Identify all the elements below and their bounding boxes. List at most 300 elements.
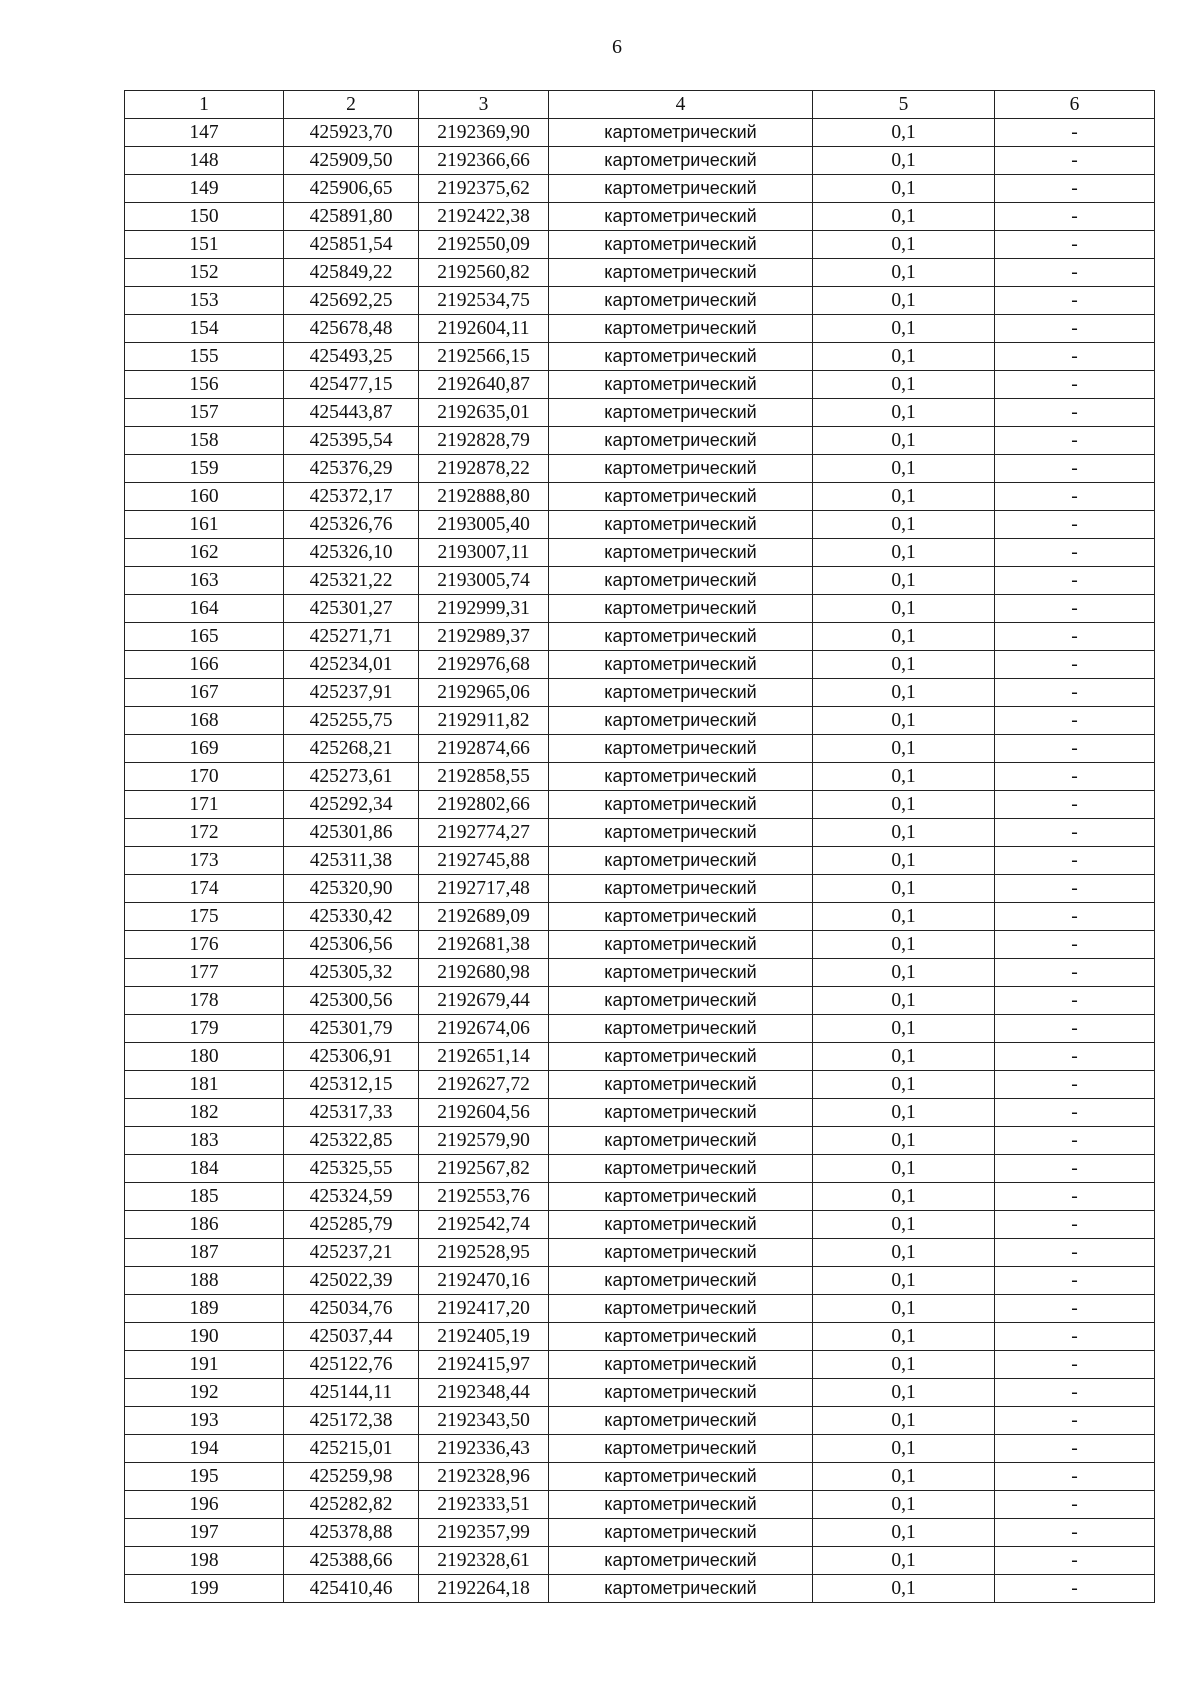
cell-note: - [995,455,1155,483]
table-row [125,1519,1155,1547]
cell-accuracy: 0,1 [813,987,995,1015]
cell-note: - [995,1239,1155,1267]
cell-note: - [995,287,1155,315]
cell-point-number: 174 [125,875,284,903]
table-row [125,1491,1155,1519]
cell-x-coordinate: 425372,17 [284,483,419,511]
cell-x-coordinate: 425477,15 [284,371,419,399]
cell-note: - [995,1155,1155,1183]
table-row [125,1379,1155,1407]
table-row [125,595,1155,623]
cell-accuracy: 0,1 [813,847,995,875]
cell-x-coordinate: 425234,01 [284,651,419,679]
cell-y-coordinate: 2192553,76 [419,1183,549,1211]
cell-x-coordinate: 425923,70 [284,119,419,147]
cell-method: картометрический [549,567,813,595]
cell-accuracy: 0,1 [813,1351,995,1379]
cell-x-coordinate: 425325,55 [284,1155,419,1183]
cell-x-coordinate: 425259,98 [284,1463,419,1491]
cell-accuracy: 0,1 [813,147,995,175]
cell-x-coordinate: 425273,61 [284,763,419,791]
cell-x-coordinate: 425906,65 [284,175,419,203]
cell-note: - [995,1463,1155,1491]
cell-x-coordinate: 425395,54 [284,427,419,455]
cell-accuracy: 0,1 [813,483,995,511]
table-row [125,1407,1155,1435]
cell-x-coordinate: 425851,54 [284,231,419,259]
cell-method: картометрический [549,959,813,987]
cell-accuracy: 0,1 [813,651,995,679]
cell-note: - [995,1043,1155,1071]
cell-note: - [995,791,1155,819]
table-row [125,791,1155,819]
table-row [125,539,1155,567]
cell-point-number: 166 [125,651,284,679]
cell-accuracy: 0,1 [813,539,995,567]
cell-y-coordinate: 2192357,99 [419,1519,549,1547]
cell-note: - [995,1547,1155,1575]
cell-y-coordinate: 2192264,18 [419,1575,549,1603]
table-row [125,1239,1155,1267]
cell-method: картометрический [549,1519,813,1547]
cell-method: картометрический [549,679,813,707]
cell-x-coordinate: 425320,90 [284,875,419,903]
cell-point-number: 176 [125,931,284,959]
cell-y-coordinate: 2192375,62 [419,175,549,203]
cell-x-coordinate: 425322,85 [284,1127,419,1155]
cell-x-coordinate: 425692,25 [284,287,419,315]
cell-x-coordinate: 425678,48 [284,315,419,343]
cell-method: картометрический [549,287,813,315]
cell-note: - [995,343,1155,371]
cell-y-coordinate: 2193007,11 [419,539,549,567]
cell-accuracy: 0,1 [813,1183,995,1211]
cell-y-coordinate: 2192858,55 [419,763,549,791]
cell-x-coordinate: 425172,38 [284,1407,419,1435]
cell-note: - [995,1295,1155,1323]
table-row [125,1351,1155,1379]
cell-x-coordinate: 425301,86 [284,819,419,847]
cell-x-coordinate: 425376,29 [284,455,419,483]
cell-note: - [995,735,1155,763]
cell-note: - [995,763,1155,791]
cell-accuracy: 0,1 [813,203,995,231]
cell-y-coordinate: 2192405,19 [419,1323,549,1351]
cell-point-number: 170 [125,763,284,791]
cell-x-coordinate: 425378,88 [284,1519,419,1547]
cell-note: - [995,1183,1155,1211]
cell-method: картометрический [549,931,813,959]
table-row [125,1435,1155,1463]
cell-point-number: 195 [125,1463,284,1491]
cell-method: картометрический [549,259,813,287]
table-row [125,511,1155,539]
cell-note: - [995,959,1155,987]
cell-method: картометрический [549,231,813,259]
cell-method: картометрический [549,511,813,539]
cell-accuracy: 0,1 [813,231,995,259]
cell-note: - [995,1323,1155,1351]
cell-accuracy: 0,1 [813,1127,995,1155]
cell-y-coordinate: 2192911,82 [419,707,549,735]
cell-y-coordinate: 2192802,66 [419,791,549,819]
cell-accuracy: 0,1 [813,1547,995,1575]
cell-x-coordinate: 425215,01 [284,1435,419,1463]
cell-note: - [995,623,1155,651]
cell-y-coordinate: 2192542,74 [419,1211,549,1239]
cell-accuracy: 0,1 [813,1575,995,1603]
cell-accuracy: 0,1 [813,763,995,791]
cell-point-number: 154 [125,315,284,343]
cell-method: картометрический [549,623,813,651]
cell-point-number: 177 [125,959,284,987]
table-row [125,1099,1155,1127]
cell-y-coordinate: 2192567,82 [419,1155,549,1183]
cell-y-coordinate: 2192343,50 [419,1407,549,1435]
cell-x-coordinate: 425317,33 [284,1099,419,1127]
column-header-1: 1 [125,91,284,119]
cell-accuracy: 0,1 [813,567,995,595]
cell-x-coordinate: 425271,71 [284,623,419,651]
cell-accuracy: 0,1 [813,903,995,931]
cell-accuracy: 0,1 [813,791,995,819]
cell-y-coordinate: 2192828,79 [419,427,549,455]
cell-point-number: 151 [125,231,284,259]
cell-point-number: 185 [125,1183,284,1211]
cell-method: картометрический [549,427,813,455]
cell-accuracy: 0,1 [813,455,995,483]
cell-accuracy: 0,1 [813,343,995,371]
cell-point-number: 150 [125,203,284,231]
cell-x-coordinate: 425410,46 [284,1575,419,1603]
cell-y-coordinate: 2192745,88 [419,847,549,875]
cell-method: картометрический [549,875,813,903]
cell-point-number: 163 [125,567,284,595]
cell-y-coordinate: 2192336,43 [419,1435,549,1463]
cell-note: - [995,1015,1155,1043]
cell-point-number: 147 [125,119,284,147]
column-header-2: 2 [284,91,419,119]
cell-method: картометрический [549,1127,813,1155]
cell-method: картометрический [549,819,813,847]
cell-note: - [995,651,1155,679]
cell-accuracy: 0,1 [813,259,995,287]
cell-method: картометрический [549,1323,813,1351]
cell-accuracy: 0,1 [813,1491,995,1519]
cell-method: картометрический [549,455,813,483]
cell-x-coordinate: 425311,38 [284,847,419,875]
cell-accuracy: 0,1 [813,119,995,147]
cell-note: - [995,595,1155,623]
cell-method: картометрический [549,203,813,231]
column-header-6: 6 [995,91,1155,119]
table-row [125,1295,1155,1323]
cell-note: - [995,1407,1155,1435]
cell-point-number: 187 [125,1239,284,1267]
cell-y-coordinate: 2192328,61 [419,1547,549,1575]
cell-accuracy: 0,1 [813,1379,995,1407]
cell-x-coordinate: 425122,76 [284,1351,419,1379]
cell-x-coordinate: 425301,79 [284,1015,419,1043]
cell-y-coordinate: 2192415,97 [419,1351,549,1379]
cell-method: картометрический [549,1155,813,1183]
cell-accuracy: 0,1 [813,1211,995,1239]
cell-note: - [995,259,1155,287]
cell-method: картометрический [549,1407,813,1435]
cell-note: - [995,679,1155,707]
cell-note: - [995,567,1155,595]
cell-note: - [995,175,1155,203]
cell-accuracy: 0,1 [813,371,995,399]
cell-method: картометрический [549,595,813,623]
cell-y-coordinate: 2192878,22 [419,455,549,483]
cell-x-coordinate: 425292,34 [284,791,419,819]
cell-y-coordinate: 2192674,06 [419,1015,549,1043]
cell-method: картометрический [549,315,813,343]
cell-accuracy: 0,1 [813,1099,995,1127]
cell-y-coordinate: 2192651,14 [419,1043,549,1071]
cell-point-number: 183 [125,1127,284,1155]
cell-note: - [995,1351,1155,1379]
cell-x-coordinate: 425285,79 [284,1211,419,1239]
cell-method: картометрический [549,1379,813,1407]
cell-x-coordinate: 425388,66 [284,1547,419,1575]
cell-point-number: 156 [125,371,284,399]
cell-point-number: 149 [125,175,284,203]
table-row [125,735,1155,763]
cell-note: - [995,315,1155,343]
cell-note: - [995,1127,1155,1155]
cell-point-number: 188 [125,1267,284,1295]
cell-note: - [995,1379,1155,1407]
cell-point-number: 173 [125,847,284,875]
cell-y-coordinate: 2192774,27 [419,819,549,847]
cell-note: - [995,231,1155,259]
cell-note: - [995,987,1155,1015]
cell-x-coordinate: 425326,10 [284,539,419,567]
cell-y-coordinate: 2192528,95 [419,1239,549,1267]
cell-method: картометрический [549,147,813,175]
cell-point-number: 160 [125,483,284,511]
cell-x-coordinate: 425891,80 [284,203,419,231]
cell-point-number: 194 [125,1435,284,1463]
cell-note: - [995,819,1155,847]
cell-x-coordinate: 425330,42 [284,903,419,931]
cell-method: картометрический [549,483,813,511]
cell-point-number: 181 [125,1071,284,1099]
cell-point-number: 182 [125,1099,284,1127]
cell-accuracy: 0,1 [813,1295,995,1323]
cell-accuracy: 0,1 [813,819,995,847]
cell-method: картометрический [549,735,813,763]
cell-note: - [995,875,1155,903]
cell-x-coordinate: 425849,22 [284,259,419,287]
cell-accuracy: 0,1 [813,875,995,903]
cell-y-coordinate: 2192470,16 [419,1267,549,1295]
cell-note: - [995,399,1155,427]
cell-x-coordinate: 425282,82 [284,1491,419,1519]
cell-y-coordinate: 2192999,31 [419,595,549,623]
cell-y-coordinate: 2192604,11 [419,315,549,343]
cell-note: - [995,707,1155,735]
table-row [125,147,1155,175]
cell-point-number: 161 [125,511,284,539]
cell-point-number: 171 [125,791,284,819]
cell-x-coordinate: 425909,50 [284,147,419,175]
table-row [125,1211,1155,1239]
cell-accuracy: 0,1 [813,399,995,427]
cell-y-coordinate: 2192560,82 [419,259,549,287]
cell-y-coordinate: 2192888,80 [419,483,549,511]
cell-x-coordinate: 425237,91 [284,679,419,707]
cell-x-coordinate: 425312,15 [284,1071,419,1099]
cell-accuracy: 0,1 [813,287,995,315]
cell-x-coordinate: 425255,75 [284,707,419,735]
coordinates-table [124,90,1155,1603]
cell-method: картометрический [549,1239,813,1267]
cell-method: картометрический [549,1015,813,1043]
cell-x-coordinate: 425237,21 [284,1239,419,1267]
cell-accuracy: 0,1 [813,427,995,455]
cell-point-number: 189 [125,1295,284,1323]
cell-point-number: 148 [125,147,284,175]
cell-point-number: 193 [125,1407,284,1435]
cell-accuracy: 0,1 [813,623,995,651]
cell-note: - [995,847,1155,875]
table-row [125,287,1155,315]
cell-point-number: 153 [125,287,284,315]
cell-x-coordinate: 425305,32 [284,959,419,987]
cell-y-coordinate: 2192417,20 [419,1295,549,1323]
cell-y-coordinate: 2192369,90 [419,119,549,147]
cell-method: картометрический [549,1463,813,1491]
table-row [125,1155,1155,1183]
cell-point-number: 152 [125,259,284,287]
cell-note: - [995,1435,1155,1463]
table-row [125,175,1155,203]
cell-y-coordinate: 2192976,68 [419,651,549,679]
cell-method: картометрический [549,1491,813,1519]
cell-note: - [995,511,1155,539]
cell-y-coordinate: 2192422,38 [419,203,549,231]
cell-method: картометрический [549,1547,813,1575]
cell-accuracy: 0,1 [813,735,995,763]
table-row [125,427,1155,455]
cell-point-number: 192 [125,1379,284,1407]
table-row [125,1323,1155,1351]
table-row [125,483,1155,511]
cell-method: картометрический [549,1575,813,1603]
cell-accuracy: 0,1 [813,679,995,707]
cell-accuracy: 0,1 [813,511,995,539]
cell-accuracy: 0,1 [813,1323,995,1351]
cell-method: картометрический [549,1099,813,1127]
cell-point-number: 169 [125,735,284,763]
cell-point-number: 162 [125,539,284,567]
table-row [125,1463,1155,1491]
cell-method: картометрический [549,119,813,147]
column-header-5: 5 [813,91,995,119]
cell-note: - [995,1211,1155,1239]
cell-point-number: 196 [125,1491,284,1519]
cell-x-coordinate: 425037,44 [284,1323,419,1351]
table-row [125,1015,1155,1043]
cell-point-number: 184 [125,1155,284,1183]
cell-x-coordinate: 425022,39 [284,1267,419,1295]
cell-x-coordinate: 425306,91 [284,1043,419,1071]
cell-y-coordinate: 2192348,44 [419,1379,549,1407]
cell-x-coordinate: 425268,21 [284,735,419,763]
cell-accuracy: 0,1 [813,175,995,203]
cell-point-number: 178 [125,987,284,1015]
cell-point-number: 157 [125,399,284,427]
cell-note: - [995,119,1155,147]
cell-method: картометрический [549,175,813,203]
cell-accuracy: 0,1 [813,1043,995,1071]
table-row [125,231,1155,259]
table-row [125,343,1155,371]
cell-point-number: 167 [125,679,284,707]
cell-note: - [995,1575,1155,1603]
table-body [125,119,1155,1603]
table-row [125,567,1155,595]
table-row [125,1547,1155,1575]
table-row [125,903,1155,931]
table-row [125,819,1155,847]
table-row [125,203,1155,231]
cell-x-coordinate: 425301,27 [284,595,419,623]
cell-accuracy: 0,1 [813,707,995,735]
cell-method: картометрический [549,651,813,679]
cell-y-coordinate: 2192717,48 [419,875,549,903]
cell-accuracy: 0,1 [813,931,995,959]
cell-method: картометрический [549,1071,813,1099]
table-row [125,371,1155,399]
cell-point-number: 186 [125,1211,284,1239]
cell-method: картометрический [549,1211,813,1239]
column-header-3: 3 [419,91,549,119]
cell-x-coordinate: 425321,22 [284,567,419,595]
table-row [125,875,1155,903]
cell-note: - [995,903,1155,931]
cell-note: - [995,483,1155,511]
cell-y-coordinate: 2192333,51 [419,1491,549,1519]
table-row [125,399,1155,427]
table-row [125,1575,1155,1603]
cell-accuracy: 0,1 [813,1155,995,1183]
cell-note: - [995,1071,1155,1099]
cell-accuracy: 0,1 [813,1071,995,1099]
cell-point-number: 172 [125,819,284,847]
cell-y-coordinate: 2192366,66 [419,147,549,175]
table-row [125,987,1155,1015]
cell-method: картометрический [549,707,813,735]
cell-point-number: 197 [125,1519,284,1547]
table-row [125,847,1155,875]
cell-x-coordinate: 425443,87 [284,399,419,427]
table-row [125,931,1155,959]
cell-y-coordinate: 2193005,40 [419,511,549,539]
cell-y-coordinate: 2192534,75 [419,287,549,315]
cell-accuracy: 0,1 [813,1239,995,1267]
page-number: 6 [612,36,622,58]
cell-accuracy: 0,1 [813,1267,995,1295]
cell-y-coordinate: 2192566,15 [419,343,549,371]
cell-note: - [995,1099,1155,1127]
cell-x-coordinate: 425306,56 [284,931,419,959]
cell-y-coordinate: 2192989,37 [419,623,549,651]
cell-point-number: 190 [125,1323,284,1351]
